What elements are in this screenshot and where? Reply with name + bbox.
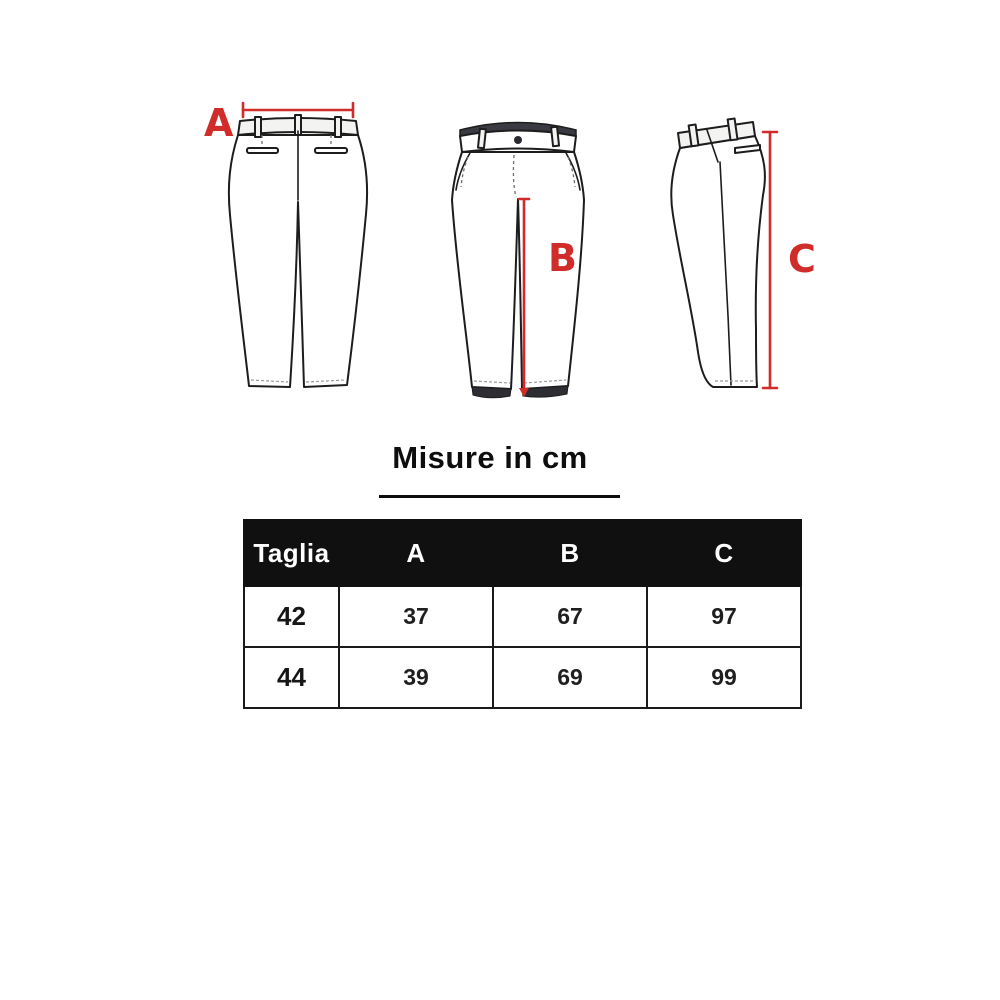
belt-loop: [689, 125, 699, 147]
pants-side-silhouette: [671, 136, 765, 387]
cell-42-a: 37: [339, 586, 493, 647]
size-table-container: [243, 519, 800, 709]
cell-44-a: 39: [339, 647, 493, 708]
measure-label-b: B: [548, 236, 577, 280]
cell-42-b: 67: [493, 586, 647, 647]
cell-size-42: 42: [244, 586, 339, 647]
cell-42-c: 97: [647, 586, 801, 647]
measure-label-a: A: [204, 101, 234, 145]
measure-label-c: C: [788, 237, 816, 281]
pants-side-view-diagram: [660, 100, 845, 410]
header-cell-c: C: [647, 520, 801, 586]
belt-loop: [255, 117, 261, 137]
size-row-42: [244, 586, 801, 647]
pants-front-view-diagram: [430, 95, 610, 415]
page-title: Misure in cm: [392, 440, 588, 475]
size-row-44: [244, 647, 801, 708]
header-cell-taglia: Taglia: [244, 520, 339, 586]
cell-size-44: 44: [244, 647, 339, 708]
back-pocket-welt: [247, 148, 278, 153]
belt-loop: [728, 119, 738, 141]
waistband-button: [514, 136, 522, 144]
belt-loop: [478, 129, 486, 149]
belt-loop: [551, 127, 559, 147]
pants-back-view-diagram: [200, 90, 380, 410]
header-cell-b: B: [493, 520, 647, 586]
cell-44-b: 69: [493, 647, 647, 708]
leg-hem: [472, 387, 511, 398]
belt-loop: [335, 117, 341, 137]
cell-44-c: 99: [647, 647, 801, 708]
back-pocket-welt: [315, 148, 347, 153]
size-table-header-row: [244, 520, 801, 586]
title-underline: [379, 495, 620, 498]
size-table: [243, 519, 802, 709]
header-cell-a: A: [339, 520, 493, 586]
